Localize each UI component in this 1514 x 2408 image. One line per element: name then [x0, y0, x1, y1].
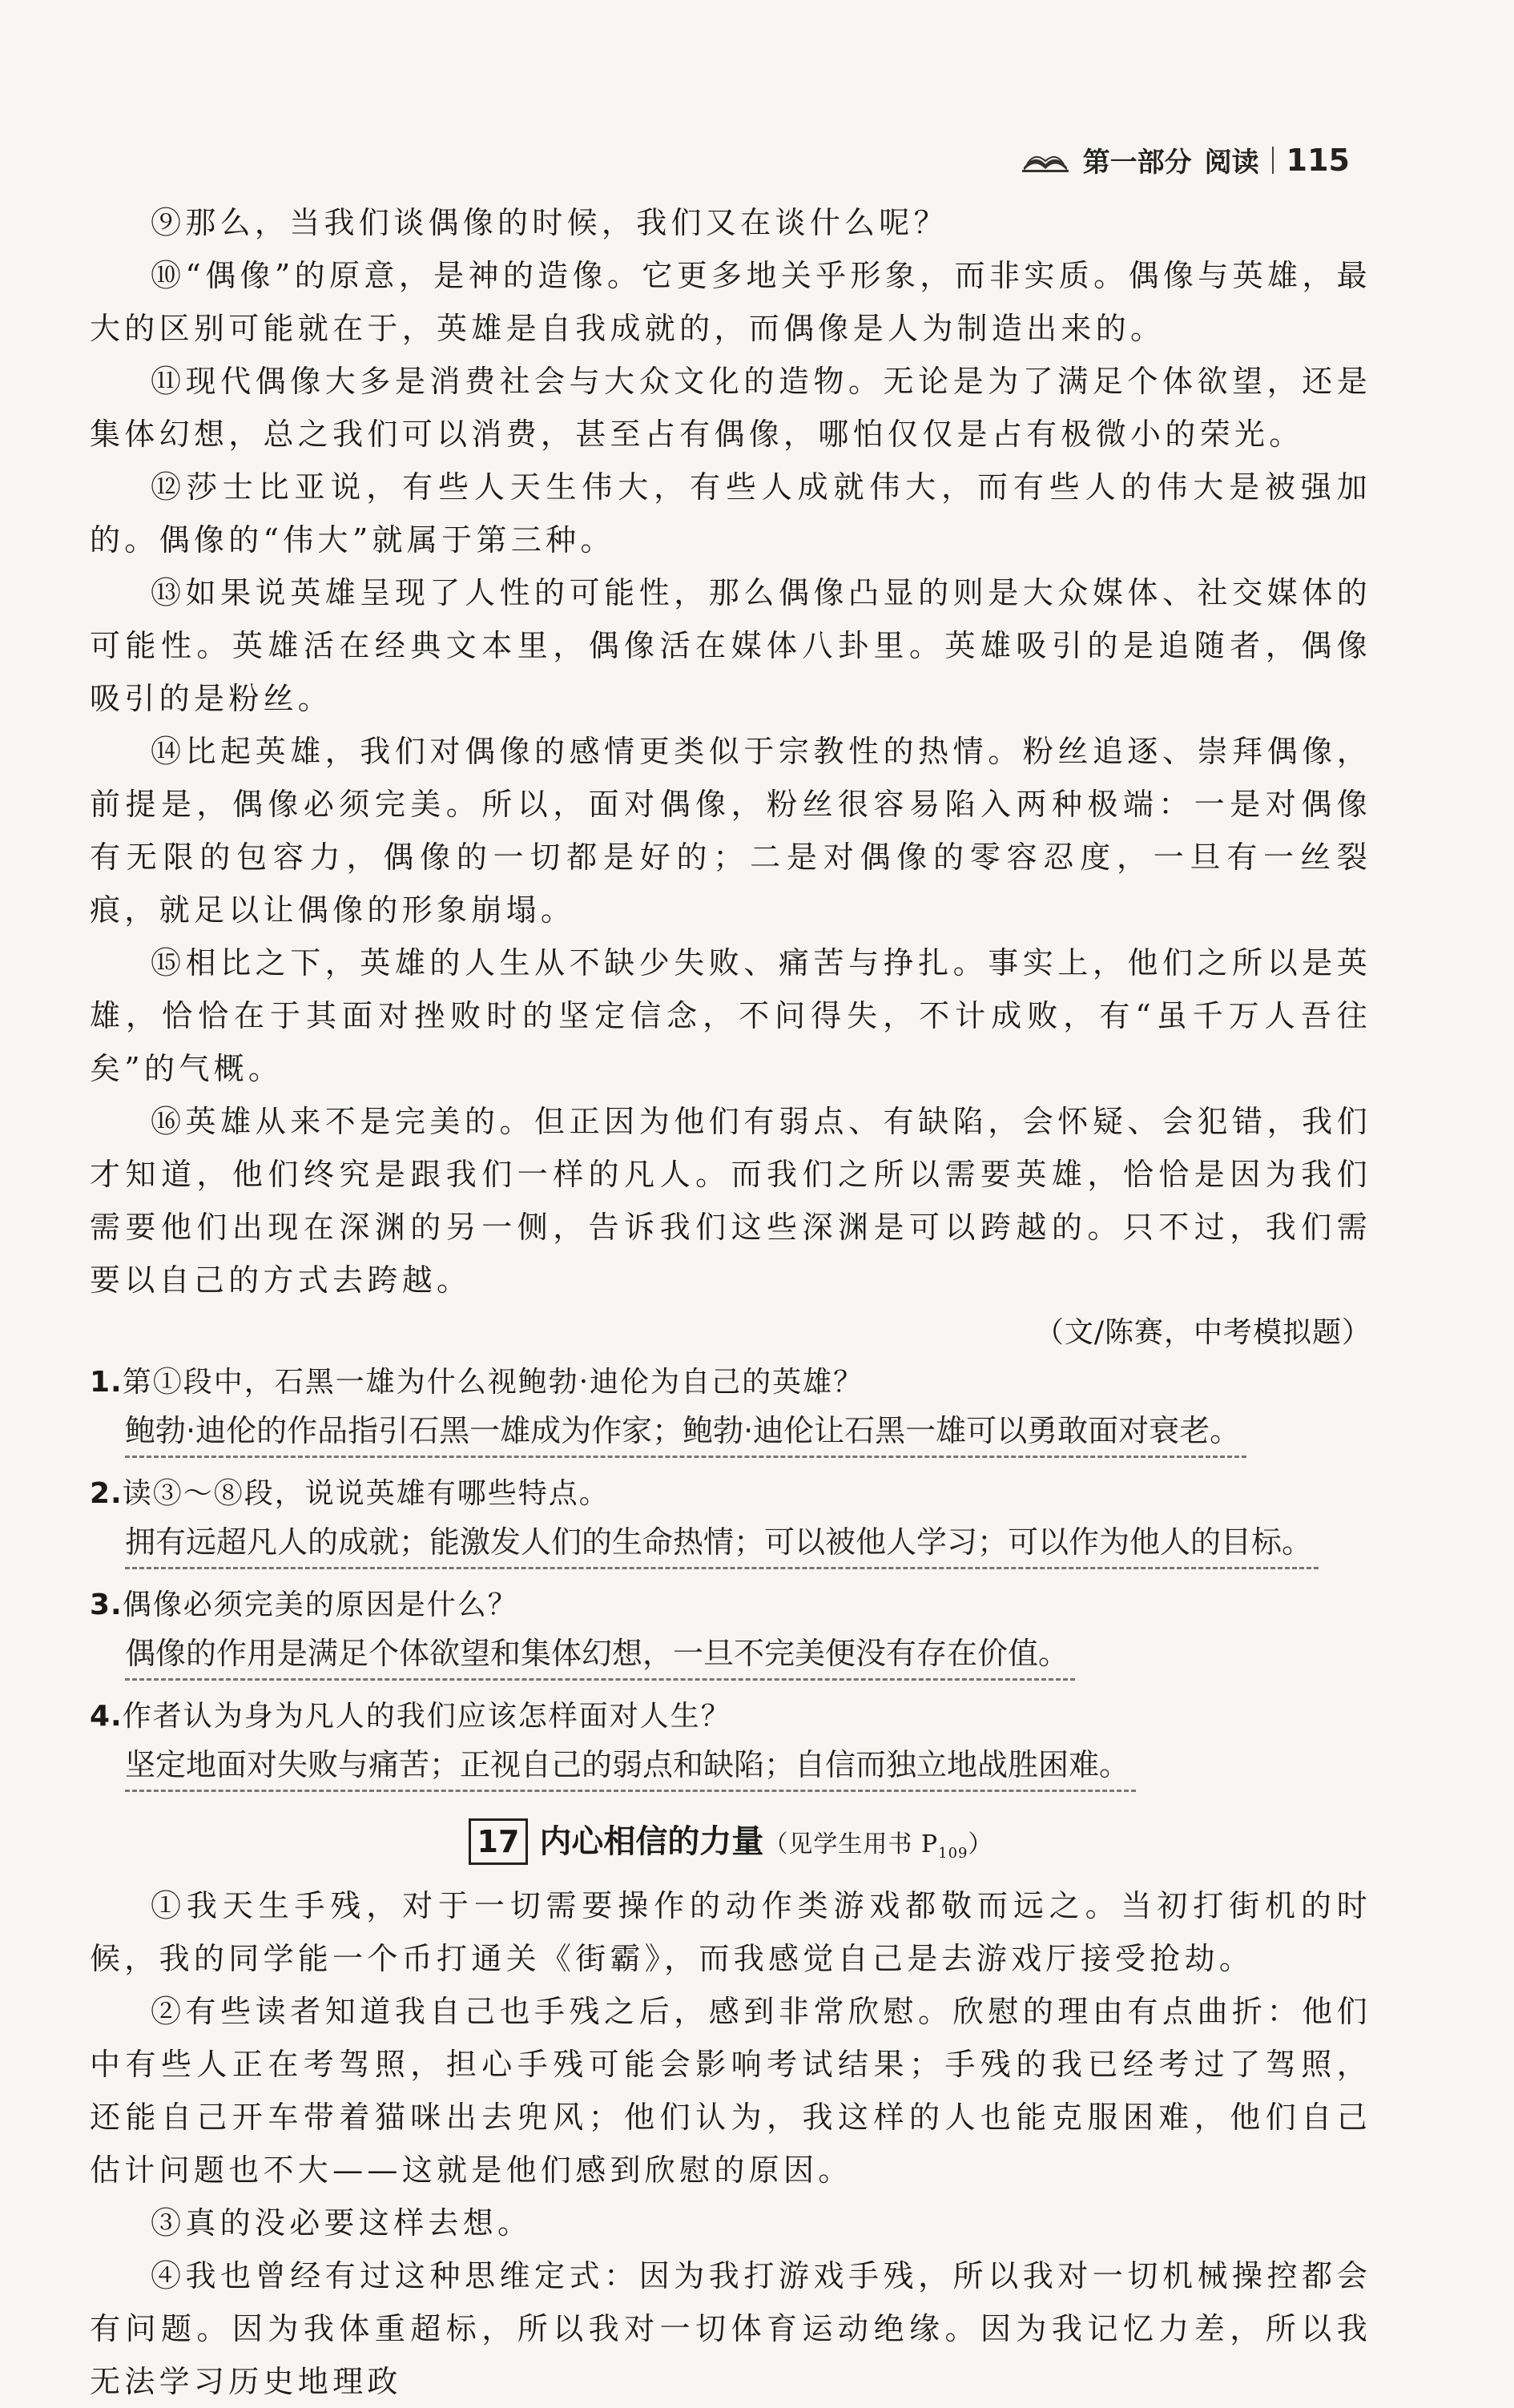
question-text: 偶像必须完美的原因是什么？: [122, 1589, 518, 1621]
paragraph-17-1: ①我天生手残，对于一切需要操作的动作类游戏都敬而远之。当初打街机的时候，我的同学能一个币打通关《街霸》，而我感觉自己是去游戏厅接受抢劫。: [90, 1888, 1371, 1976]
ref-prefix: （见学生用书 P: [763, 1830, 939, 1858]
paragraph-14: ⑭比起英雄，我们对偶像的感情更类似于宗教性的热情。粉丝追逐、崇拜偶像，前提是，偶像必须完美。所以，面对偶像，粉丝很容易陷入两种极端：一是对偶像有无限的包容力，偶像的一切都是好的；二是对偶像的零容忍度，一旦有一丝裂痕，就足以让偶像的形象崩塌。: [90, 734, 1371, 928]
paragraph-16: ⑯英雄从来不是完美的。但正因为他们有弱点、有缺陷，会怀疑、会犯错，我们才知道，他们终究是跟我们一样的凡人。而我们之所以需要英雄，恰恰是因为我们需要他们出现在深渊的另一侧，告诉我们这些深渊是可以跨越的。只不过，我们需要以自己的方式去跨越。: [90, 1104, 1371, 1298]
paragraph-17-4: ④我也曾经有过这种思维定式：因为我打游戏手残，所以我对一切机械操控都会有问题。因为我体重超标，所以我对一切体育运动绝缘。因为我记忆力差，所以我无法学习历史地理政: [90, 2258, 1371, 2399]
question-number: 2.: [90, 1477, 123, 1510]
question-3: [90, 1582, 1371, 1629]
section-title-text: 内心相信的力量: [539, 1823, 764, 1860]
question-number: 4.: [90, 1700, 123, 1733]
book-icon: [1021, 147, 1070, 174]
question-4: [90, 1693, 1371, 1740]
paragraph-12: ⑫莎士比亚说，有些人天生伟大，有些人成就伟大，而有些人的伟大是被强加的。偶像的“伟大”就属于第三种。: [90, 469, 1371, 558]
ref-page: 109: [938, 1845, 968, 1862]
question-text: 作者认为身为凡人的我们应该怎样面对人生？: [122, 1700, 731, 1733]
paragraph-17-2: ②有些读者知道我自己也手残之后，感到非常欣慰。欣慰的理由有点曲折：他们中有些人正在考驾照，担心手残可能会影响考试结果；手残的我已经考过了驾照，还能自己开车带着猫咪出去兜风；他们认为，我这样的人也能克服困难，他们自己估计问题也不大——这就是他们感到欣慰的原因。: [90, 1994, 1371, 2188]
section-number-box: 17: [469, 1818, 529, 1865]
question-text: 读③～⑧段，说说英雄有哪些特点。: [122, 1477, 610, 1510]
page-header: [1021, 140, 1350, 179]
paragraph-11: ⑪现代偶像大多是消费社会与大众文化的造物。无论是为了满足个体欲望，还是集体幻想，总之我们可以消费，甚至占有偶像，哪怕仅仅是占有极微小的荣光。: [90, 364, 1371, 452]
question-number: 3.: [90, 1589, 123, 1621]
question-1: [90, 1359, 1371, 1406]
question-number: 1.: [90, 1366, 123, 1399]
section-17-title: [90, 1816, 1371, 1865]
section-label: 第一部分: [1082, 147, 1192, 179]
page-content: [90, 196, 1371, 2408]
header-divider: [1272, 147, 1274, 174]
question-2: [90, 1471, 1371, 1517]
answer-4: 坚定地面对失败与痛苦；正视自己的弱点和缺陷；自信而独立地战胜困难。: [125, 1740, 1136, 1792]
paragraph-15: ⑮相比之下，英雄的人生从不缺少失败、痛苦与挣扎。事实上，他们之所以是英雄，恰恰在于其面对挫败时的坚定信念，不问得失，不计成败，有“虽千万人吾往矣”的气概。: [90, 945, 1371, 1086]
paragraph-9: ⑨那么，当我们谈偶像的时候，我们又在谈什么呢？: [151, 205, 948, 240]
answer-1: 鲍勃·迪伦的作品指引石黑一雄成为作家；鲍勃·迪伦让石黑一雄可以勇敢面对衰老。: [125, 1406, 1246, 1458]
answer-3: 偶像的作用是满足个体欲望和集体幻想，一旦不完美便没有存在价值。: [125, 1629, 1075, 1681]
source-citation: （文/陈赛，中考模拟题）: [1034, 1316, 1371, 1349]
paragraph-13: ⑬如果说英雄呈现了人性的可能性，那么偶像凸显的则是大众媒体、社交媒体的可能性。英雄活在经典文本里，偶像活在媒体八卦里。英雄吸引的是追随者，偶像吸引的是粉丝。: [90, 575, 1371, 716]
paragraph-17-3: ③真的没必要这样去想。: [151, 2205, 533, 2241]
section-reference: [763, 1830, 993, 1862]
question-text: 第①段中，石黑一雄为什么视鲍勃·迪伦为自己的英雄？: [122, 1366, 864, 1399]
answer-2: 拥有远超凡人的成就；能激发人们的生命热情；可以被他人学习；可以作为他人的目标。: [125, 1517, 1319, 1569]
page-number: 115: [1286, 142, 1350, 178]
subsection-label: 阅读: [1204, 147, 1259, 179]
paragraph-10: ⑩“偶像”的原意，是神的造像。它更多地关乎形象，而非实质。偶像与英雄，最大的区别可能就在于，英雄是自我成就的，而偶像是人为制造出来的。: [90, 258, 1371, 346]
ref-suffix: ）: [968, 1830, 993, 1858]
question-list: [90, 1359, 1371, 1797]
